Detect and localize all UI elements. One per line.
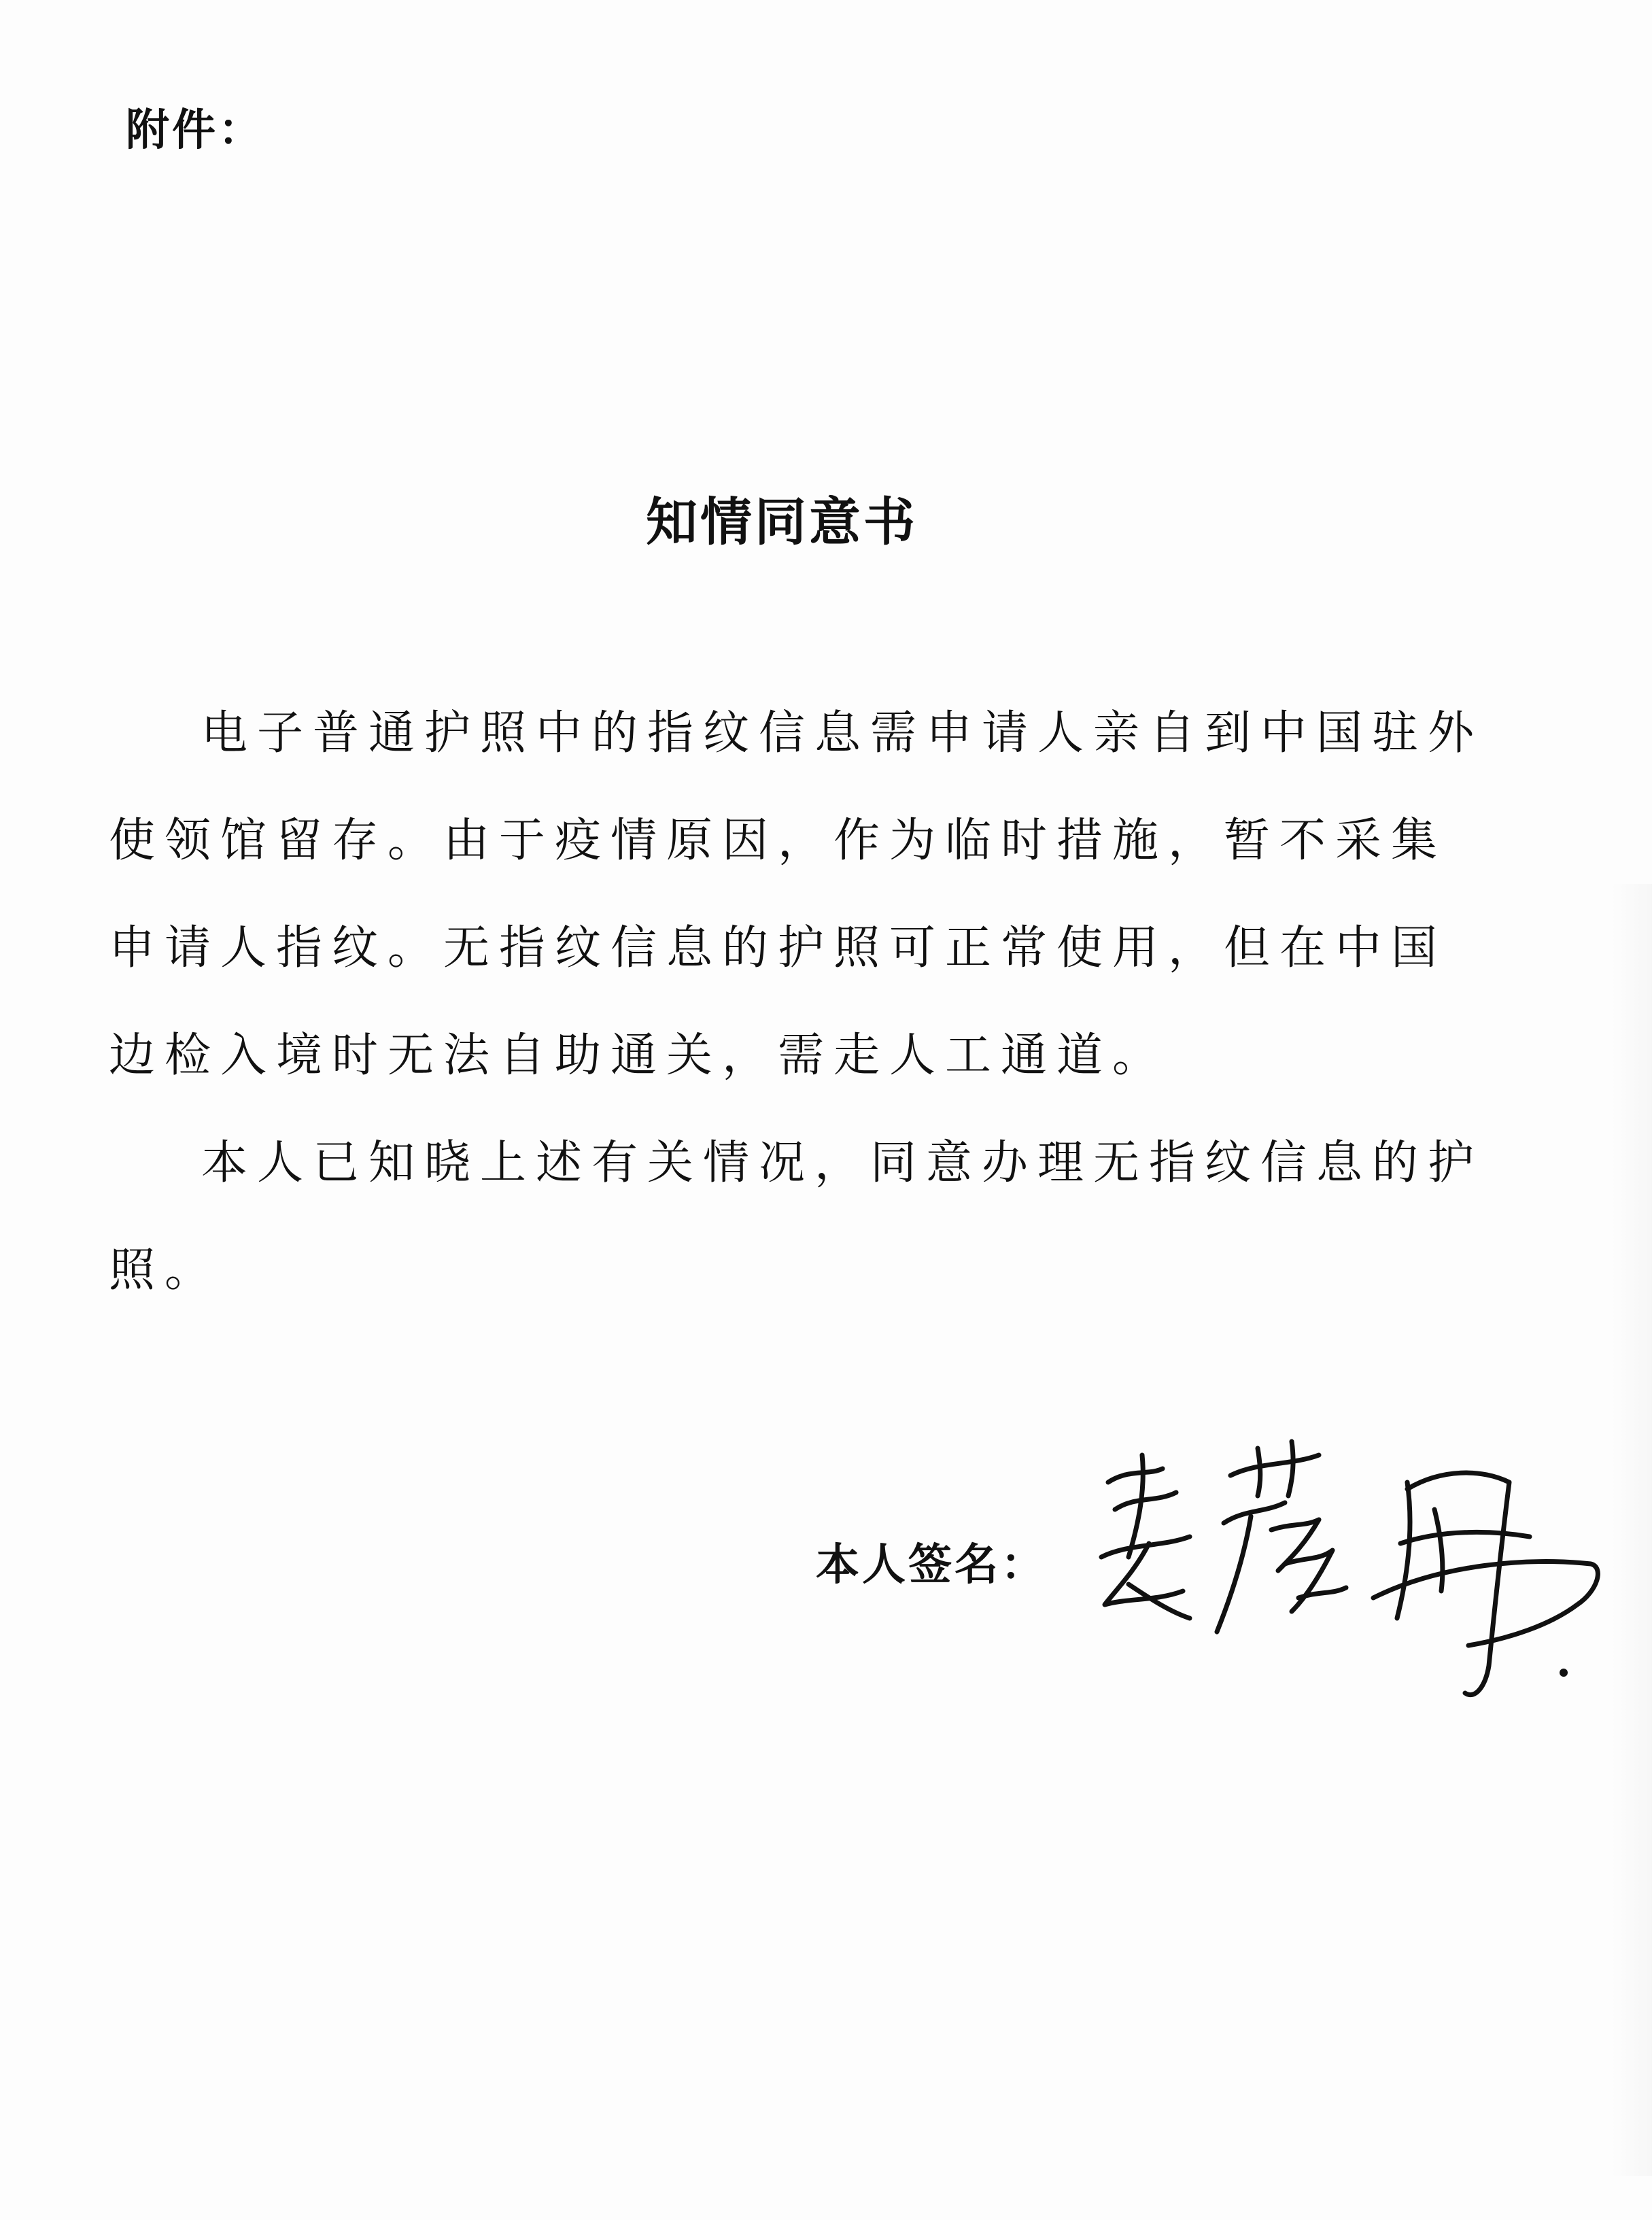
document-body	[109, 680, 1489, 1325]
scan-edge-shading	[1611, 884, 1652, 2176]
handwritten-signature	[1088, 1428, 1618, 1713]
attachment-label: 附件：	[126, 105, 264, 156]
body-paragraph-1: 电子普通护照中的指纹信息需申请人亲自到中国驻外使领馆留存。由于疫情原因，作为临时措施，暂不采集申请人指纹。无指纹信息的护照可正常使用，但在中国边检入境时无法自助通关，需走人工通道。	[109, 706, 1484, 1082]
signature-label: 本人签名：	[816, 1540, 1047, 1590]
signature-area	[816, 1428, 1632, 1741]
body-paragraph-2: 本人已知晓上述有关情况，同意办理无指纹信息的护照。	[109, 1136, 1484, 1297]
document-title: 知情同意书	[646, 492, 918, 552]
